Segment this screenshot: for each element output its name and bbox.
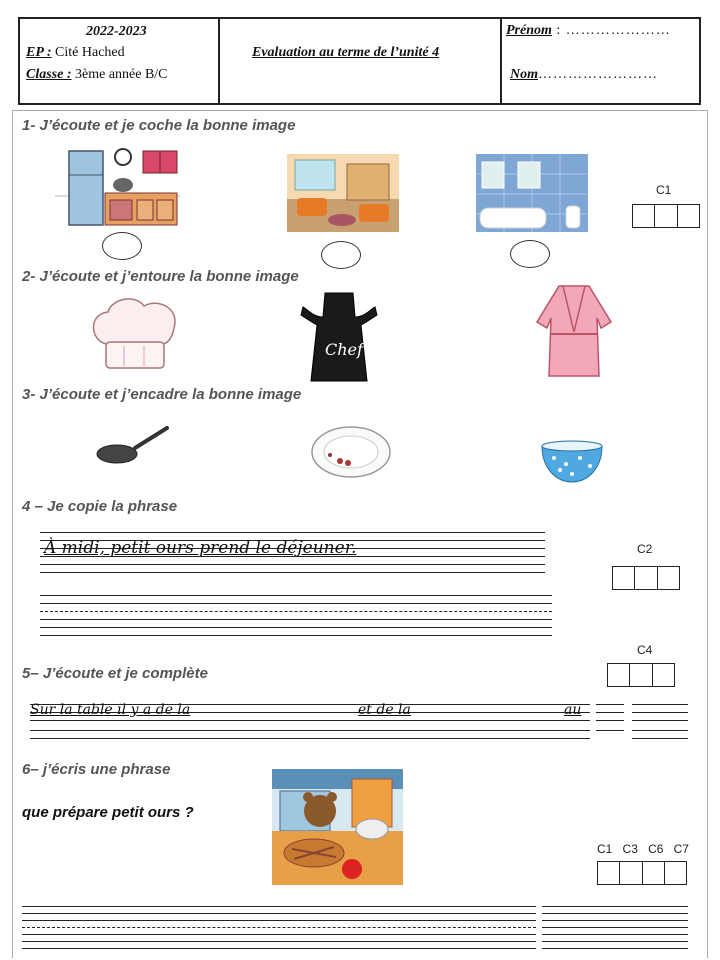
multi-criteria-labels (597, 842, 689, 856)
bear-cooking-image (272, 769, 403, 885)
copy-sentence: À midi, petit ours prend le déjeuner. (44, 538, 357, 558)
criterion-label-1: C1 (597, 842, 613, 856)
score-grid-c1[interactable] (632, 204, 700, 228)
school-line (26, 45, 125, 61)
section-6-title: 6– j’écris une phrase (22, 761, 171, 778)
bowl-image (540, 438, 604, 484)
ep-value: Cité Hached (51, 45, 125, 60)
nom-label: Nom (510, 67, 538, 82)
living-room-image (287, 154, 399, 232)
checkbox-oval-2[interactable] (321, 241, 361, 269)
copy-model-lines (40, 532, 545, 582)
copy-writing-lines[interactable] (40, 595, 552, 641)
checkbox-oval-3[interactable] (510, 240, 550, 268)
criterion-label-3: C6 (648, 842, 664, 856)
section-3-title: 3- J’écoute et j’encadre la bonne image (22, 386, 302, 403)
criterion-label-4: C7 (673, 842, 689, 856)
class-label: Classe : (26, 67, 72, 82)
kitchen-image (55, 145, 180, 231)
apron-text: Chef (325, 340, 363, 359)
section-4-title: 4 – Je copie la phrase (22, 498, 178, 515)
nom-dots: …………………… (538, 67, 658, 82)
complete-part-2: et de la (358, 702, 411, 718)
criterion-c4-label: C4 (637, 643, 653, 657)
class-line (26, 67, 168, 83)
class-value: 3ème année B/C (71, 67, 168, 82)
score-grid-multi[interactable] (597, 861, 687, 885)
prenom-dots: : ………………… (551, 23, 671, 38)
section-2-title: 2- J’écoute et j’entoure la bonne image (22, 268, 299, 285)
section-5-title: 5– J’écoute et je complète (22, 665, 208, 682)
criterion-c1-label: C1 (656, 183, 672, 197)
school-year: 2022-2023 (86, 24, 147, 39)
plate-image (310, 425, 392, 479)
apron-image (295, 289, 383, 383)
header-left-cell (20, 19, 220, 103)
chef-hat-image (88, 296, 183, 374)
sentence-writing-lines[interactable] (22, 906, 690, 952)
ep-label: EP : (26, 45, 52, 60)
header-box (18, 17, 701, 105)
complete-part-3: au (564, 702, 582, 718)
prenom-line[interactable] (506, 23, 671, 39)
complete-sentence-lines[interactable] (30, 700, 690, 744)
bathrobe-image (535, 282, 613, 380)
criterion-c2-label: C2 (637, 542, 653, 556)
page-title: Evaluation au terme de l’unité 4 (252, 45, 440, 60)
checkbox-oval-1[interactable] (102, 232, 142, 260)
question-text: que prépare petit ours ? (22, 804, 194, 821)
complete-part-1: Sur la table il y a de la (30, 702, 191, 718)
frying-pan-image (95, 424, 170, 466)
nom-line[interactable] (510, 67, 658, 83)
section-1-title: 1- J’écoute et je coche la bonne image (22, 117, 296, 134)
score-grid-c2[interactable] (612, 566, 680, 590)
criterion-label-2: C3 (622, 842, 638, 856)
bathroom-image (476, 154, 588, 232)
prenom-label: Prénom (506, 23, 552, 38)
score-grid-c4[interactable] (607, 663, 675, 687)
